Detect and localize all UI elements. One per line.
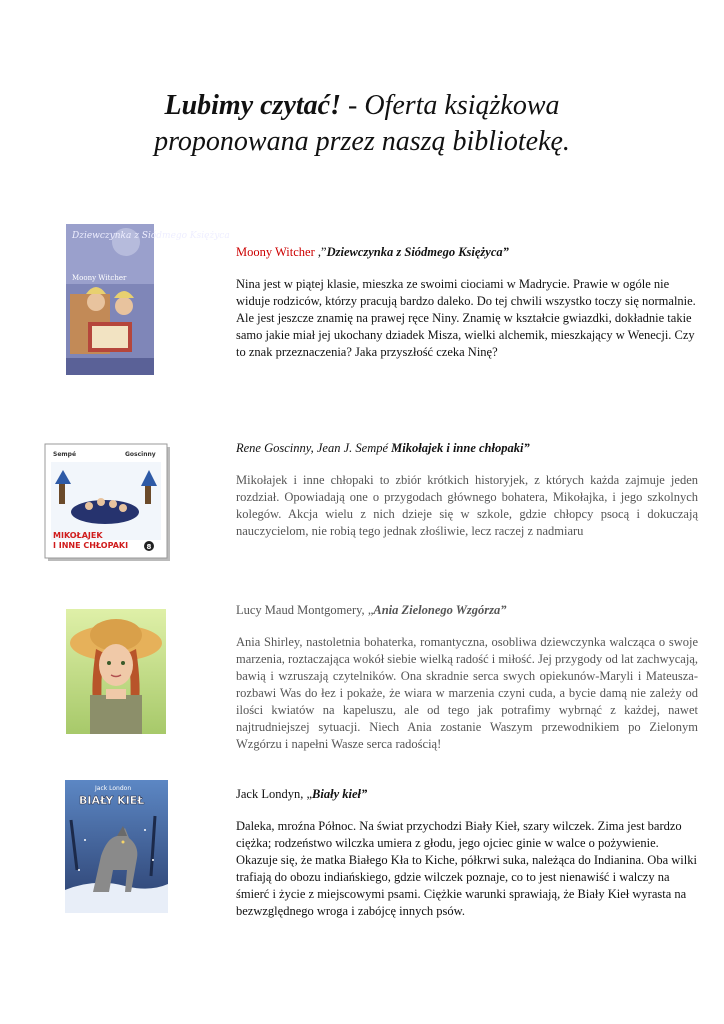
book-heading bbox=[236, 602, 698, 619]
book-title: Ania Zielonego Wzgórza” bbox=[373, 603, 507, 617]
cover-author-text: Moony Witcher bbox=[72, 274, 127, 282]
book-author: Lucy Maud Montgomery, bbox=[236, 603, 365, 617]
cover-left-text: Sempé bbox=[53, 451, 77, 458]
book-author: Moony Witcher bbox=[236, 245, 315, 259]
title-rest-part: - Oferta książkowa bbox=[341, 90, 560, 121]
book-title: Dziewczynka z Siódmego Księżyca” bbox=[326, 245, 509, 259]
cover-line2-text: I INNE CHŁOPAKI bbox=[53, 541, 129, 550]
book-description: Daleka, mroźna Północ. Na świat przychodzi Biały Kieł, szary wilczek. Zima jest bardzo ciężka; rodzeństwo wilczka umiera z głodu, jego ojciec ginie w walce o pożywienie. Okazuje się, że matka Białego Kła to Kiche, półkrwi suka, należąca do Indianina. Oba wilki trafiają do obozu indiańskiego, gdzie wilczek poznaje, co to jest nienawiść i walczy na śmierć i życie z miejscowymi psami. Ciężkie warunki sprawiają, że Biały Kieł wyrasta na bezwzględnego wroga i zabójcę innych psów. bbox=[236, 819, 697, 918]
page-title-line-2: proponowana przez naszą bibliotekę. bbox=[154, 126, 570, 157]
cover-line1-text: MIKOŁAJEK bbox=[53, 531, 103, 540]
book-description: Mikołajek i inne chłopaki to zbiór krótkich historyjek, z których każda zajmuje jeden rozdział. Opowiadają one o przygodach głównego bohatera, Mikołajka, i jego szkolnych kolegów. Akcja wielu z nich dzieje się w szkole, gdzie chłopcy psocą i dokuczają nauczycielom, nie robią tego jednak złośliwie, lecz raczej z nadmiaru bbox=[236, 473, 698, 538]
book-cover-mikolajek bbox=[45, 444, 167, 558]
book-cover-dziewczynka bbox=[66, 224, 230, 375]
book-entry-ania bbox=[236, 602, 698, 753]
book-title-prefix: „ bbox=[303, 787, 313, 801]
cover-title-text: BIAŁY KIEŁ bbox=[79, 794, 145, 807]
cover-title-text: Dziewczynka z Siódmego Księżyca bbox=[72, 231, 230, 241]
book-heading bbox=[236, 244, 698, 261]
book-entry-mikolajek bbox=[236, 440, 698, 540]
book-cover-bialy-kiel bbox=[65, 780, 168, 913]
page-title bbox=[0, 88, 724, 160]
book-cover-image bbox=[45, 444, 167, 558]
book-heading bbox=[236, 440, 698, 457]
book-description: Nina jest w piątej klasie, mieszka ze swoimi ciociami w Madrycie. Prawie w ogóle nie widuje rodziców, którzy pracują bardzo daleko. Do tej chwili wszystko toczy się normalnie. Ale jest jeszcze znamię na prawej ręce Niny. Znamię w kształcie gwiazdki, dokładnie takie samo jakie miał jej ukochany dziadek Misza, wielki alchemik, mieszkający w Wenecji. Czy to znak przeznaczenia? Jaka przyszłość czeka Ninę? bbox=[236, 277, 696, 359]
cover-author-text: Jack London bbox=[95, 785, 132, 792]
title-bold-part: Lubimy czytać! bbox=[164, 90, 341, 121]
cover-num-text: 8 bbox=[146, 543, 152, 551]
book-heading bbox=[236, 786, 698, 803]
book-description: Ania Shirley, nastoletnia bohaterka, romantyczna, osobliwa dziewczynka walcząca o swoje marzenia, roztaczająca wokół siebie wielką radość i miłość. Jej przygody od lat zachwycają, bawią i wzruszają czytelników. Ona skradnie serca swych opiekunów-Maryli i Mateusza- rozbawi Was do łez i pokaże, że wiara w marzenia czyni cuda, a bycie damą nie zależy od ilości kwiatów na kapeluszu, ale od tego jak potrafimy wybrnąć z każdej, nawet najtrudniejszej sytuacji. Niech Ania zostanie Waszym przewodnikiem po Zielonym Wzgórzu i napełni Wasze serca radością! bbox=[236, 635, 698, 751]
book-title-prefix: ,” bbox=[314, 245, 327, 259]
book-cover-image bbox=[65, 780, 168, 913]
cover-right-text: Goscinny bbox=[125, 451, 156, 458]
page-title-line-1 bbox=[0, 88, 724, 124]
book-title-prefix: „ bbox=[364, 603, 374, 617]
book-entry-bialy-kiel bbox=[236, 786, 698, 920]
book-title: Biały kieł” bbox=[312, 787, 368, 801]
book-entry-dziewczynka bbox=[236, 244, 698, 361]
book-cover-image bbox=[66, 224, 230, 375]
book-cover-image bbox=[66, 609, 166, 734]
book-cover-ania bbox=[66, 609, 166, 734]
book-title: Mikołajek i inne chłopaki” bbox=[391, 441, 530, 455]
book-author: Jack Londyn, bbox=[236, 787, 304, 801]
book-author: Rene Goscinny, Jean J. Sempé bbox=[236, 441, 389, 455]
